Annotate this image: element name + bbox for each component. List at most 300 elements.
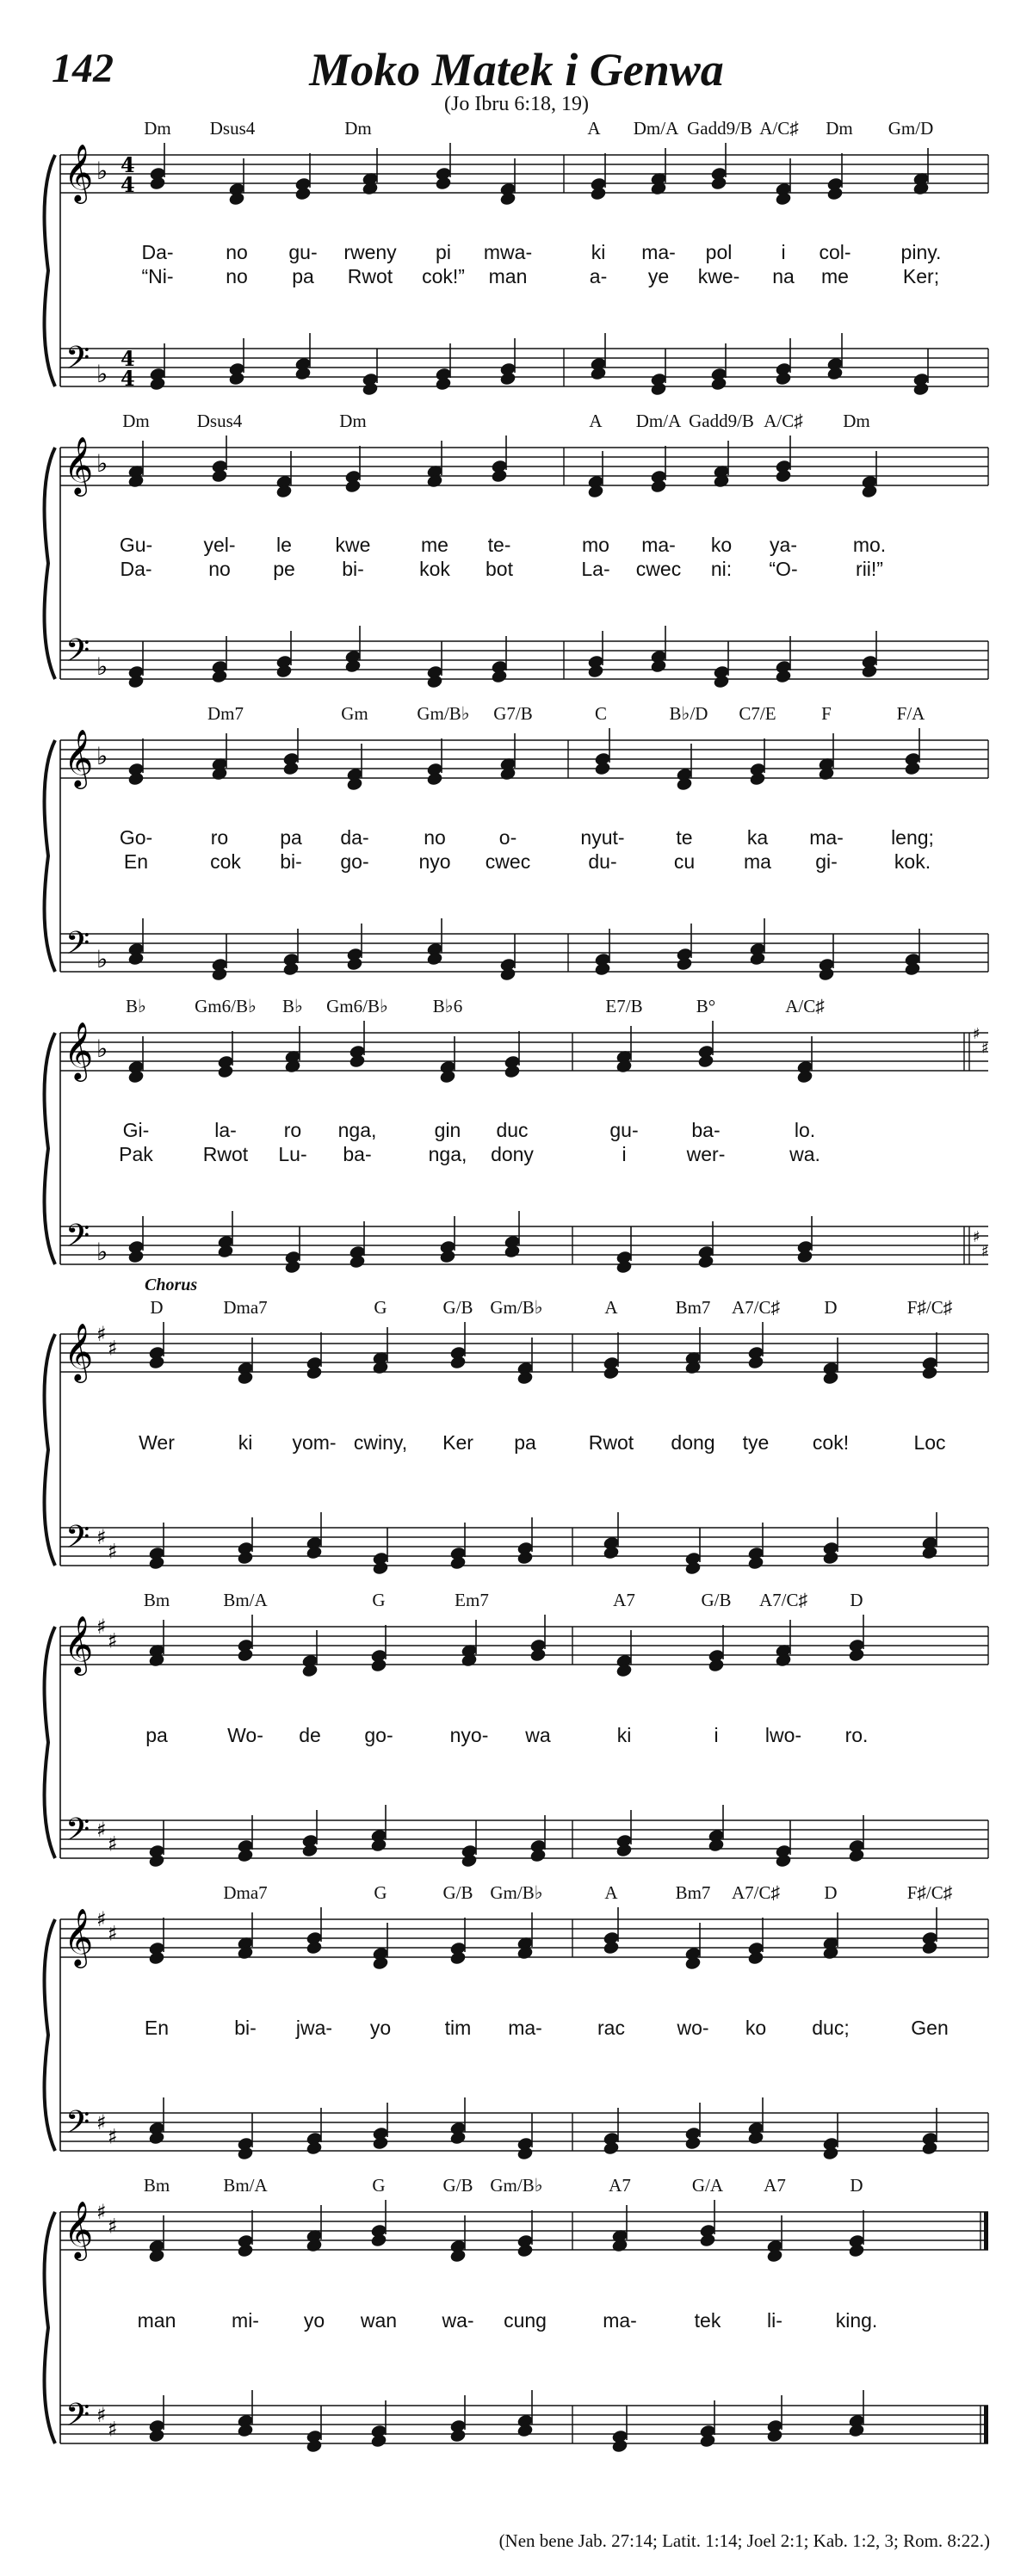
lyric-verse-1: pa (514, 1431, 536, 1454)
lyric-verse-2: go- (340, 850, 369, 873)
flat-key-signature (96, 157, 108, 185)
lyric-verse-1: mi- (232, 2309, 259, 2332)
note-head (747, 1950, 764, 1966)
sharp-key-signature (96, 2110, 118, 2149)
lyric-verse-1: piny. (900, 241, 942, 263)
chord-symbol: B♭ (126, 996, 146, 1016)
chord-symbol: G (372, 1590, 386, 1610)
chord-symbol: B♭6 (432, 996, 463, 1016)
note-head (921, 1940, 938, 1955)
lyric-verse-2: pe (273, 558, 295, 580)
lyric-verse-2: nga, (428, 1143, 467, 1165)
chord-symbol: G/A (691, 2175, 724, 2196)
final-barline (984, 2212, 988, 2250)
lyric-verse-2: kwe- (697, 265, 740, 287)
svg-text:♯: ♯ (108, 2124, 118, 2149)
chord-symbol: D (150, 1297, 164, 1318)
flat-key-signature (96, 1035, 108, 1063)
svg-text:♭: ♭ (96, 157, 108, 185)
note-head (148, 1853, 165, 1868)
note-head (912, 381, 930, 396)
note-head (594, 961, 611, 977)
note-head (461, 1853, 478, 1868)
lyric-verse-1: ma- (508, 2017, 542, 2039)
lyric-verse-2: wa. (789, 1143, 820, 1165)
chord-symbol: G/B (442, 1882, 473, 1903)
note-head (148, 1355, 165, 1370)
note-head (710, 176, 727, 191)
note-head (904, 961, 921, 977)
lyric-verse-1: cwiny, (353, 1431, 408, 1454)
note-head (796, 1249, 813, 1264)
note-head (590, 186, 607, 201)
note-head (127, 1249, 145, 1264)
lyric-verse-2: dony (491, 1143, 534, 1165)
note-head (237, 1647, 254, 1663)
chord-symbol: Dm (339, 411, 367, 431)
chord-symbol: Gm/B♭ (417, 703, 470, 724)
lyric-verse-2: cwec (635, 558, 682, 580)
music-system (0, 1584, 1033, 1868)
svg-text:♭: ♭ (96, 449, 108, 478)
system-brace (45, 740, 56, 972)
chord-symbol: G (374, 1297, 387, 1318)
lyric-verse-1: wo- (677, 2017, 709, 2039)
chord-symbol: Bm/A (223, 1590, 268, 1610)
note-head (775, 468, 792, 484)
lyric-verse-1: kwe (335, 534, 371, 556)
chord-symbol: B° (696, 996, 716, 1016)
lyric-verse-1: wa (525, 1724, 551, 1746)
lyric-verse-2: Ker; (902, 265, 940, 287)
lyric-verse-2: bi- (280, 850, 302, 873)
note-head (237, 1848, 254, 1863)
lyric-verse-2: ma (744, 850, 771, 873)
lyric-verse-1: gu- (609, 1119, 639, 1141)
lyric-verse-2: bi- (342, 558, 364, 580)
lyric-verse-1: de (299, 1724, 321, 1746)
note-head (766, 2428, 783, 2443)
lyric-verse-1: Da- (141, 241, 174, 263)
lyric-verse-1: ko (710, 534, 733, 556)
note-head (149, 376, 166, 392)
system-brace (45, 1919, 56, 2151)
note-head (426, 674, 443, 689)
svg-text:♯: ♯ (96, 1322, 107, 1346)
sharp-key-signature (96, 1615, 118, 1653)
chord-symbol: Bm/A (223, 2175, 268, 2196)
lyric-verse-1: lwo- (764, 1724, 802, 1746)
note-head (301, 1843, 319, 1858)
lyric-verse-1: mo. (852, 534, 887, 556)
chord-symbol: B♭/D (669, 703, 708, 724)
note-head (848, 1848, 865, 1863)
note-head (237, 1550, 254, 1566)
lyric-verse-1: pa (145, 1724, 168, 1746)
svg-text:♭: ♭ (96, 1238, 108, 1266)
note-head (504, 1064, 521, 1079)
lyric-verse-1: da- (340, 826, 369, 849)
note-head (603, 1365, 620, 1381)
final-barline (984, 2406, 988, 2443)
lyric-verse-1: wan (360, 2309, 398, 2332)
svg-text:♯: ♯ (108, 1539, 118, 1564)
chord-symbol: F/A (896, 703, 925, 724)
note-head (529, 1848, 547, 1863)
flat-key-signature (96, 945, 108, 973)
note-head (684, 2135, 702, 2151)
note-head (822, 2146, 839, 2160)
note-head (848, 1647, 865, 1663)
chord-symbol: Bm7 (675, 1297, 711, 1318)
svg-text:♯: ♯ (981, 1242, 989, 1261)
note-head (237, 2146, 254, 2160)
chord-symbol: A/C♯ (764, 411, 803, 431)
chord-symbol: A7 (613, 1590, 635, 1610)
note-head (449, 1950, 467, 1966)
lyric-verse-2: no (208, 558, 231, 580)
treble-clef-icon: 𝄞 (64, 143, 94, 201)
note-head (594, 761, 611, 776)
treble-clef-icon: 𝄞 (64, 728, 94, 787)
lyric-verse-1: ma- (603, 2309, 637, 2332)
flat-key-signature (96, 449, 108, 478)
note-head (921, 2140, 938, 2156)
lyric-verse-2: kok (419, 558, 450, 580)
note-head (904, 761, 921, 776)
chord-symbol: F♯/C♯ (906, 1297, 953, 1318)
lyric-verse-1: li- (767, 2309, 782, 2332)
flat-key-signature (96, 652, 108, 681)
chord-symbol: G/B (701, 1590, 732, 1610)
svg-text:♯: ♯ (96, 1818, 107, 1842)
lyric-verse-2: no (226, 265, 248, 287)
lyric-verse-1: cung (504, 2309, 547, 2332)
note-head (615, 1843, 633, 1858)
note-head (362, 381, 379, 396)
chord-symbol: D (850, 1590, 863, 1610)
lyric-verse-1: ro (210, 826, 229, 849)
lyric-verse-1: En (144, 2017, 170, 2039)
chord-symbol: Dma7 (223, 1882, 268, 1903)
chord-symbol: Dm/A (635, 411, 682, 431)
note-head (861, 664, 878, 679)
chord-symbol: Gm (341, 703, 368, 724)
chord-symbol: Dm7 (207, 703, 244, 724)
lyric-verse-2: ni: (710, 558, 733, 580)
lyric-verse-1: ma- (641, 534, 676, 556)
note-head (284, 1259, 301, 1274)
note-head (491, 669, 508, 684)
flat-key-signature (96, 742, 108, 770)
bass-clef-icon: 𝄢 (65, 340, 90, 384)
lyric-verse-1: tek (694, 2309, 721, 2332)
note-head (449, 1355, 467, 1370)
bass-clef-icon: 𝄢 (65, 2397, 90, 2441)
chord-symbol: Gm6/B♭ (326, 996, 388, 1016)
note-head (710, 376, 727, 392)
lyric-verse-1: nga, (337, 1119, 377, 1141)
note-head (149, 176, 166, 191)
lyric-verse-1: col- (819, 241, 851, 263)
note-head (499, 371, 516, 386)
note-head (306, 2140, 323, 2156)
note-head (848, 2243, 865, 2258)
lyric-verse-1: yel- (203, 534, 236, 556)
lyric-verse-2: man (488, 265, 528, 287)
svg-text:♯: ♯ (96, 1525, 107, 1549)
lyric-verse-1: Wer (139, 1431, 175, 1454)
lyric-verse-1: Gu- (119, 534, 153, 556)
treble-clef-icon: 𝄞 (64, 1907, 94, 1966)
note-head (697, 1254, 714, 1269)
svg-text:♭: ♭ (96, 1035, 108, 1063)
chord-symbol: D (824, 1297, 838, 1318)
lyric-verse-2: rii!” (856, 558, 883, 580)
lyric-verse-2: du- (588, 850, 617, 873)
chord-symbol: Dm (122, 411, 150, 431)
lyric-verse-1: Ker (442, 1431, 473, 1454)
system-brace (45, 155, 56, 386)
lyric-verse-1: Gen (911, 2017, 949, 2039)
chord-symbol: Gm6/B♭ (195, 996, 257, 1016)
lyric-verse-1: gu- (288, 241, 318, 263)
chord-symbol: G/B (442, 1297, 473, 1318)
note-head (615, 1259, 633, 1274)
lyric-verse-2: a- (589, 265, 608, 287)
chord-symbol: E7/B (605, 996, 643, 1016)
note-head (282, 761, 300, 776)
system-brace (45, 448, 56, 679)
sharp-key-signature (973, 1025, 989, 1261)
note-head (684, 1560, 702, 1575)
sharp-key-signature (96, 2403, 118, 2442)
lyric-verse-1: rweny (343, 241, 397, 263)
lyric-verse-1: ba- (691, 1119, 721, 1141)
note-head (370, 2433, 387, 2449)
note-head (775, 371, 792, 386)
lyric-verse-2: nyo (418, 850, 451, 873)
note-head (372, 1560, 389, 1575)
chord-symbol: G (374, 1882, 387, 1903)
note-head (499, 967, 516, 981)
chord-symbol: A7 (609, 2175, 631, 2196)
note-head (346, 956, 363, 972)
lyric-verse-1: pa (280, 826, 302, 849)
flat-key-signature (96, 360, 108, 388)
svg-text:♯: ♯ (96, 2110, 107, 2134)
note-head (713, 674, 730, 689)
note-head (127, 674, 145, 689)
note-head (650, 381, 667, 396)
lyric-verse-1: Go- (119, 826, 153, 849)
lyric-verse-1: yo (303, 2309, 325, 2332)
lyric-verse-1: gin (434, 1119, 461, 1141)
lyric-verse-2: cu (673, 850, 696, 873)
chord-symbol: Bm (143, 2175, 170, 2196)
svg-text:♯: ♯ (96, 1615, 107, 1639)
chord-symbol: Gm/D (888, 118, 934, 139)
note-head (282, 961, 300, 977)
note-head (747, 1355, 764, 1370)
note-head (306, 1940, 323, 1955)
note-head (491, 468, 508, 484)
note-head (708, 1658, 725, 1673)
lyric-verse-1: Wo- (227, 1724, 263, 1746)
lyric-verse-1: pol (705, 241, 733, 263)
lyric-verse-1: no (424, 826, 446, 849)
chord-symbol: Dma7 (223, 1297, 268, 1318)
lyric-verse-1: rac (597, 2017, 625, 2039)
lyric-verse-1: yom- (292, 1431, 337, 1454)
song-number: 142 (52, 46, 114, 91)
lyric-verse-1: jwa- (295, 2017, 333, 2039)
note-head (775, 669, 792, 684)
lyric-verse-2: cok (210, 850, 241, 873)
time-signature: 4 (121, 152, 135, 177)
note-head (148, 1555, 165, 1571)
lyric-verse-1: Rwot (588, 1431, 634, 1454)
chord-symbol: Dm (843, 411, 870, 431)
svg-text:♯: ♯ (108, 1832, 118, 1856)
chord-symbol: A7/C♯ (731, 1297, 781, 1318)
note-head (699, 2233, 716, 2248)
music-system (0, 405, 1033, 689)
lyric-verse-2: me (821, 265, 849, 287)
lyric-verse-1: nyo- (449, 1724, 489, 1746)
treble-clef-icon: 𝄞 (64, 1615, 94, 1673)
note-head (211, 468, 228, 484)
lyric-verse-2: bot (486, 558, 513, 580)
svg-text:♯: ♯ (108, 2417, 118, 2442)
lyric-verse-2: cwec (485, 850, 531, 873)
system-brace (45, 1627, 56, 1858)
svg-text:♯: ♯ (108, 2214, 118, 2239)
chord-symbol: Bm (143, 1590, 170, 1610)
bass-clef-icon: 𝄢 (65, 1812, 90, 1856)
note-head (237, 2243, 254, 2258)
music-system (0, 697, 1033, 981)
lyric-verse-2: ba- (343, 1143, 372, 1165)
lyric-verse-2: cok!” (422, 265, 465, 287)
chord-symbol: B♭ (282, 996, 303, 1016)
lyric-verse-1: te (676, 826, 693, 849)
svg-text:♭: ♭ (96, 742, 108, 770)
music-system (0, 990, 1033, 1274)
lyric-verse-1: duc; (812, 2017, 850, 2039)
lyric-verse-2: La- (581, 558, 610, 580)
lyric-verse-1: duc (496, 1119, 529, 1141)
lyric-verse-1: ki (591, 241, 606, 263)
note-head (587, 664, 604, 679)
lyric-verse-1: man (137, 2309, 176, 2332)
lyric-verse-1: o- (498, 826, 517, 849)
system-brace (45, 1033, 56, 1264)
note-head (603, 2140, 620, 2156)
lyric-verse-1: la- (214, 1119, 237, 1141)
note-head (344, 479, 362, 494)
lyric-verse-1: ma- (641, 241, 676, 263)
note-head (822, 1550, 839, 1566)
lyric-verse-1: ro. (844, 1724, 869, 1746)
note-head (676, 956, 693, 972)
treble-clef-icon: 𝄞 (64, 1021, 94, 1079)
bass-clef-icon: 𝄢 (65, 1218, 90, 1262)
music-system (0, 112, 1033, 396)
note-head (818, 967, 835, 981)
note-head (349, 1053, 366, 1069)
lyric-verse-1: tye (742, 1431, 770, 1454)
lyric-verse-1: bi- (234, 2017, 257, 2039)
chord-symbol: Dm (826, 118, 853, 139)
note-head (650, 479, 667, 494)
lyric-verse-2: Da- (120, 558, 152, 580)
chord-symbol: G7/B (493, 703, 533, 724)
time-signature: 4 (121, 172, 135, 197)
note-head (516, 2243, 534, 2258)
lyric-verse-1: dong (671, 1431, 715, 1454)
note-head (516, 1550, 534, 1566)
chord-symbol: D (850, 2175, 863, 2196)
note-head (148, 2428, 165, 2443)
footnote-references: (Nen bene Jab. 27:14; Latit. 1:14; Joel 2:1; Kab. 1:2, 3; Rom. 8:22.) (498, 2530, 990, 2551)
bass-clef-icon: 𝄢 (65, 2104, 90, 2148)
chord-symbol: Dsus4 (209, 118, 256, 139)
note-head (435, 376, 452, 392)
svg-text:♯: ♯ (96, 2200, 107, 2224)
chord-symbol: Gadd9/B (689, 411, 754, 431)
note-head (749, 771, 766, 787)
lyric-verse-1: i (781, 241, 786, 263)
lyric-verse-1: ka (746, 826, 769, 849)
note-head (449, 1555, 467, 1571)
note-head (127, 771, 145, 787)
svg-text:♯: ♯ (973, 1228, 980, 1246)
chord-symbol: A (604, 1882, 618, 1903)
note-head (435, 176, 452, 191)
chord-symbol: Dm (344, 118, 372, 139)
sharp-key-signature (96, 1525, 118, 1564)
chord-symbol: Dm/A (633, 118, 679, 139)
chord-symbol: A7/C♯ (731, 1882, 781, 1903)
lyric-verse-2: Pak (119, 1143, 153, 1165)
chord-symbol: A7 (764, 2175, 786, 2196)
lyric-verse-1: lo. (794, 1119, 816, 1141)
svg-text:♯: ♯ (96, 1907, 107, 1931)
note-head (211, 967, 228, 981)
chord-symbol: Em7 (455, 1590, 489, 1610)
lyric-verse-1: ki (238, 1431, 253, 1454)
note-head (747, 1555, 764, 1571)
lyric-verse-1: wa- (442, 2309, 474, 2332)
svg-text:♯: ♯ (108, 1336, 118, 1361)
lyric-verse-1: ma- (809, 826, 844, 849)
chord-symbol: Bm7 (675, 1882, 711, 1903)
lyric-verse-2: “Ni- (141, 265, 174, 287)
lyric-verse-1: leng; (891, 826, 934, 849)
lyric-verse-1: Gi- (122, 1119, 150, 1141)
lyric-verse-1: me (421, 534, 448, 556)
chord-symbol: A (587, 118, 601, 139)
bass-clef-icon: 𝄢 (65, 1519, 90, 1563)
chord-symbol: Dsus4 (196, 411, 243, 431)
note-head (370, 1658, 387, 1673)
lyric-verse-1: te- (487, 534, 511, 556)
lyric-verse-1: no (226, 241, 248, 263)
lyric-verse-2: “O- (769, 558, 798, 580)
chord-symbol: Gm/B♭ (490, 1297, 543, 1318)
bass-clef-icon: 𝄢 (65, 925, 90, 969)
